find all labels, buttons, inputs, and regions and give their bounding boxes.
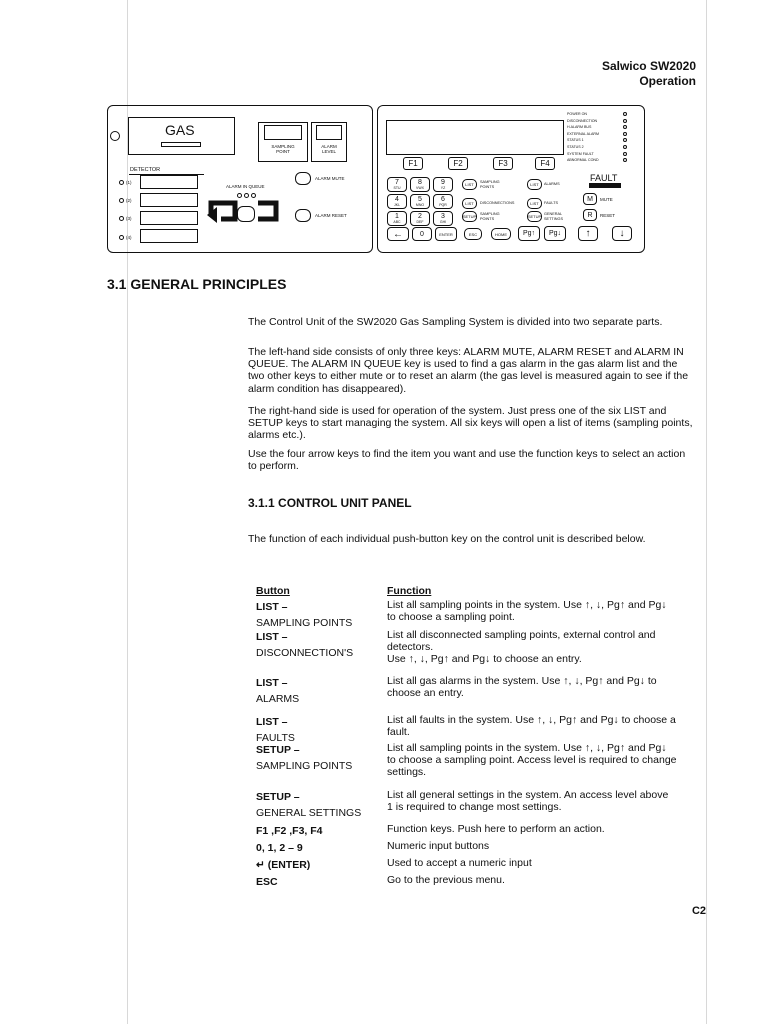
digit-letters: JKL bbox=[393, 203, 401, 207]
list-disconnections-label: DISCONNECTIONS bbox=[480, 201, 515, 205]
alarm-in-queue-button[interactable] bbox=[237, 206, 255, 222]
function-cell bbox=[387, 675, 677, 699]
detector-row-1-label: (1) bbox=[126, 180, 132, 185]
detector-led-4 bbox=[119, 235, 124, 240]
button-subname: DISCONNECTION'S bbox=[256, 647, 354, 659]
column-header-button: Button bbox=[256, 585, 290, 597]
digit-label: 9 bbox=[441, 179, 445, 186]
detector-box-2 bbox=[140, 193, 198, 207]
button-cell bbox=[256, 629, 384, 661]
brand-name: Salwico SW2020 bbox=[601, 59, 696, 73]
detector-box-3 bbox=[140, 211, 198, 225]
alarm-reset-button[interactable] bbox=[295, 209, 311, 222]
button-cell bbox=[256, 789, 384, 821]
page-down-key[interactable]: Pg↓ bbox=[544, 226, 566, 241]
status-led bbox=[623, 119, 627, 123]
setup-sampling-points-key[interactable]: SETUP bbox=[462, 211, 477, 222]
home-key[interactable]: HOME bbox=[491, 228, 511, 240]
function-text: Used to accept a numeric input bbox=[387, 857, 532, 869]
digit-label: 4 bbox=[395, 196, 399, 203]
digit-3-key[interactable] bbox=[433, 211, 453, 226]
paragraph-4: Use the four arrow keys to find the item you want and use the function keys to select an action to perform. bbox=[248, 448, 686, 473]
function-text: List all gas alarms in the system. Use ↑, ↓, Pg↑ and Pg↓ to choose an entry. bbox=[387, 675, 657, 699]
detector-led-2 bbox=[119, 198, 124, 203]
button-subname: GENERAL SETTINGS bbox=[256, 807, 362, 819]
list-alarms-label: ALARMS bbox=[544, 182, 560, 186]
subsection-title: 3.1.1 CONTROL UNIT PANEL bbox=[248, 496, 412, 510]
digit-letters: VWX bbox=[416, 186, 424, 190]
function-text: List all general settings in the system. An access level above 1 is required to change most settings. bbox=[387, 789, 669, 813]
button-name: LIST – bbox=[256, 631, 288, 643]
button-name: ESC bbox=[256, 876, 278, 888]
detector-box-4 bbox=[140, 229, 198, 243]
digit-label: 8 bbox=[418, 179, 422, 186]
header-subtitle: Operation bbox=[639, 74, 696, 88]
alarm-level-window bbox=[316, 125, 342, 140]
digit-8-key[interactable] bbox=[410, 177, 430, 192]
button-name: LIST – bbox=[256, 716, 288, 728]
list-sampling-points-key[interactable]: LIST bbox=[462, 179, 477, 190]
digit-letters: GHI bbox=[439, 220, 447, 224]
alarm-mute-label: ALARM MUTE bbox=[315, 176, 345, 181]
digit-9-key[interactable] bbox=[433, 177, 453, 192]
function-text-2: Use ↑, ↓, Pg↑ and Pg↓ to choose an entry. bbox=[387, 653, 582, 665]
gas-bar bbox=[161, 142, 201, 147]
button-subname: ALARMS bbox=[256, 693, 300, 705]
zero-key[interactable]: 0 bbox=[412, 227, 432, 241]
function-cell bbox=[387, 714, 677, 738]
setup-sampling-points-label: SAMPLING POINTS bbox=[480, 212, 500, 221]
button-subname: FAULTS bbox=[256, 732, 295, 744]
digit-label: 7 bbox=[395, 179, 399, 186]
status-led-label: DISCONNECTION bbox=[567, 118, 598, 123]
list-faults-key[interactable]: LIST bbox=[527, 198, 542, 209]
f3-key[interactable]: F3 bbox=[493, 157, 513, 170]
sampling-point-label: SAMPLING POINT bbox=[271, 144, 295, 154]
digit-letters: STU bbox=[393, 186, 401, 190]
button-name: F1 ,F2 ,F3, F4 bbox=[256, 825, 323, 837]
status-led bbox=[623, 145, 627, 149]
button-cell bbox=[256, 857, 384, 873]
function-cell bbox=[387, 874, 677, 886]
button-name: SETUP – bbox=[256, 791, 300, 803]
function-text: List all faults in the system. Use ↑, ↓, Pg↑ and Pg↓ to choose a fault. bbox=[387, 714, 676, 738]
f1-key[interactable]: F1 bbox=[403, 157, 423, 170]
detector-row-4-label: (4) bbox=[126, 235, 132, 240]
digit-4-key[interactable] bbox=[387, 194, 407, 209]
digit-letters: MNO bbox=[415, 203, 425, 207]
section-title: 3.1 GENERAL PRINCIPLES bbox=[107, 276, 287, 292]
setup-general-settings-key[interactable]: SETUP bbox=[527, 211, 542, 222]
button-cell bbox=[256, 599, 384, 631]
page-number: C2 bbox=[691, 905, 706, 917]
up-arrow-key[interactable]: ↑ bbox=[578, 226, 598, 241]
document-header bbox=[602, 59, 696, 89]
setup-general-settings-label: GENERAL SETTINGS bbox=[544, 212, 563, 221]
digit-label: 6 bbox=[441, 196, 445, 203]
digit-label: 2 bbox=[418, 213, 422, 220]
column-header-function: Function bbox=[387, 585, 432, 597]
status-led bbox=[623, 132, 627, 136]
list-faults-label: FAULTS bbox=[544, 201, 559, 205]
digit-label: 5 bbox=[418, 196, 422, 203]
control-panel-diagram bbox=[107, 105, 645, 253]
function-cell bbox=[387, 840, 677, 852]
function-text: List all sampling points in the system. Use ↑, ↓, Pg↑ and Pg↓ to choose a sampling point. Access level is required to change settings. bbox=[387, 742, 677, 778]
reset-label: RESET bbox=[600, 213, 616, 218]
status-led-label: POWER ON bbox=[567, 112, 587, 116]
function-cell bbox=[387, 629, 677, 665]
button-cell bbox=[256, 874, 384, 890]
button-cell bbox=[256, 840, 384, 856]
list-alarms-key[interactable]: LIST bbox=[527, 179, 542, 190]
button-name: LIST – bbox=[256, 601, 288, 613]
function-text: Numeric input buttons bbox=[387, 840, 490, 852]
alarm-reset-label: ALARM RESET bbox=[315, 213, 347, 218]
button-name: SETUP – bbox=[256, 744, 300, 756]
detector-led-3 bbox=[119, 216, 124, 221]
digit-7-key[interactable] bbox=[387, 177, 407, 192]
mute-label: MUTE bbox=[600, 197, 613, 202]
list-disconnections-key[interactable]: LIST bbox=[462, 198, 477, 209]
fault-label: FAULT bbox=[590, 173, 618, 183]
detector-led-1 bbox=[119, 180, 124, 185]
paragraph-2: The left-hand side consists of only three keys: ALARM MUTE, ALARM RESET and ALARM IN QUEUE. The ALARM IN QUEUE key is used to find a gas alarm in the gas alarm list and the two other keys to either mute or to reset an alarm (the gas level is measured again to see if the alarm condition has disappeared). bbox=[248, 346, 689, 395]
queue-led-2 bbox=[244, 193, 249, 198]
button-name: LIST – bbox=[256, 677, 288, 689]
function-cell bbox=[387, 857, 677, 869]
queue-arrow-right-icon bbox=[256, 197, 284, 225]
esc-key[interactable]: ESC bbox=[464, 228, 482, 240]
detector-row-3-label: (3) bbox=[126, 216, 132, 221]
button-cell bbox=[256, 823, 384, 839]
detector-label: DETECTOR bbox=[130, 167, 161, 173]
sampling-point-window bbox=[264, 125, 302, 140]
status-led-label: STATUS 2 bbox=[567, 145, 584, 149]
detector-row-2-label: (2) bbox=[126, 198, 132, 203]
function-text: Function keys. Push here to perform an action. bbox=[387, 823, 605, 835]
digit-2-key[interactable] bbox=[410, 211, 430, 226]
list-sampling-points-label: SAMPLING POINTS bbox=[480, 180, 500, 189]
button-subname: SAMPLING POINTS bbox=[256, 617, 353, 629]
button-subname: SAMPLING POINTS bbox=[256, 760, 353, 772]
f4-key[interactable]: F4 bbox=[535, 157, 555, 170]
digit-label: 3 bbox=[441, 213, 445, 220]
button-cell bbox=[256, 742, 384, 774]
digit-label: 1 bbox=[395, 213, 399, 220]
down-arrow-key[interactable]: ↓ bbox=[612, 226, 632, 241]
alarm-in-queue-label: ALARM IN QUEUE bbox=[226, 184, 265, 189]
function-text: Go to the previous menu. bbox=[387, 874, 505, 886]
function-cell bbox=[387, 823, 677, 835]
gas-led bbox=[110, 131, 120, 141]
digit-1-key[interactable] bbox=[387, 211, 407, 226]
f2-key[interactable]: F2 bbox=[448, 157, 468, 170]
function-cell bbox=[387, 742, 677, 778]
main-lcd-display bbox=[386, 120, 564, 155]
mute-key[interactable]: M bbox=[583, 193, 597, 205]
digit-6-key[interactable] bbox=[433, 194, 453, 209]
page-up-key[interactable]: Pg↑ bbox=[518, 226, 540, 241]
scan-line-right bbox=[706, 0, 707, 1024]
button-cell bbox=[256, 675, 384, 707]
detector-box-1 bbox=[140, 175, 198, 189]
alarm-mute-button[interactable] bbox=[295, 172, 311, 185]
button-name: ↵ (ENTER) bbox=[256, 859, 311, 871]
status-led-label: ABNORMAL COND bbox=[567, 158, 599, 163]
status-led bbox=[623, 152, 627, 156]
button-name: 0, 1, 2 – 9 bbox=[256, 842, 303, 854]
function-cell bbox=[387, 789, 677, 813]
digit-letters: ABC bbox=[393, 220, 401, 224]
left-arrow-key[interactable]: ← bbox=[387, 227, 409, 241]
status-led-label: EXTERNAL ALARM bbox=[567, 131, 600, 136]
alarm-level-label: ALARM LEVEL bbox=[321, 144, 337, 154]
enter-key[interactable]: ENTER bbox=[435, 227, 457, 241]
status-led-label: SYSTEM FAULT bbox=[567, 151, 594, 156]
status-led bbox=[623, 112, 627, 116]
digit-letters: PQR bbox=[439, 203, 447, 207]
status-led-label: STATUS 1 bbox=[567, 138, 584, 143]
digit-5-key[interactable] bbox=[410, 194, 430, 209]
digit-letters: YZ bbox=[440, 186, 446, 190]
reset-key[interactable]: R bbox=[583, 209, 597, 221]
paragraph-3: The right-hand side is used for operation of the system. Just press one of the six LIST and SETUP keys to start managing the system. All six keys will open a list of items (sampling points, alarms etc.). bbox=[248, 405, 693, 442]
paragraph-1: The Control Unit of the SW2020 Gas Sampling System is divided into two separate parts. bbox=[248, 316, 663, 328]
digit-letters: DEF bbox=[416, 220, 424, 224]
gas-label: GAS bbox=[165, 122, 195, 138]
subsection-intro: The function of each individual push-button key on the control unit is described below. bbox=[248, 533, 646, 545]
function-text: List all sampling points in the system. Use ↑, ↓, Pg↑ and Pg↓ to choose a sampling point. bbox=[387, 599, 667, 623]
fault-indicator bbox=[589, 183, 621, 188]
status-led-label: H.ALARM BUS bbox=[567, 125, 592, 130]
function-text: List all disconnected sampling points, external control and detectors. bbox=[387, 629, 656, 653]
function-cell bbox=[387, 599, 677, 623]
